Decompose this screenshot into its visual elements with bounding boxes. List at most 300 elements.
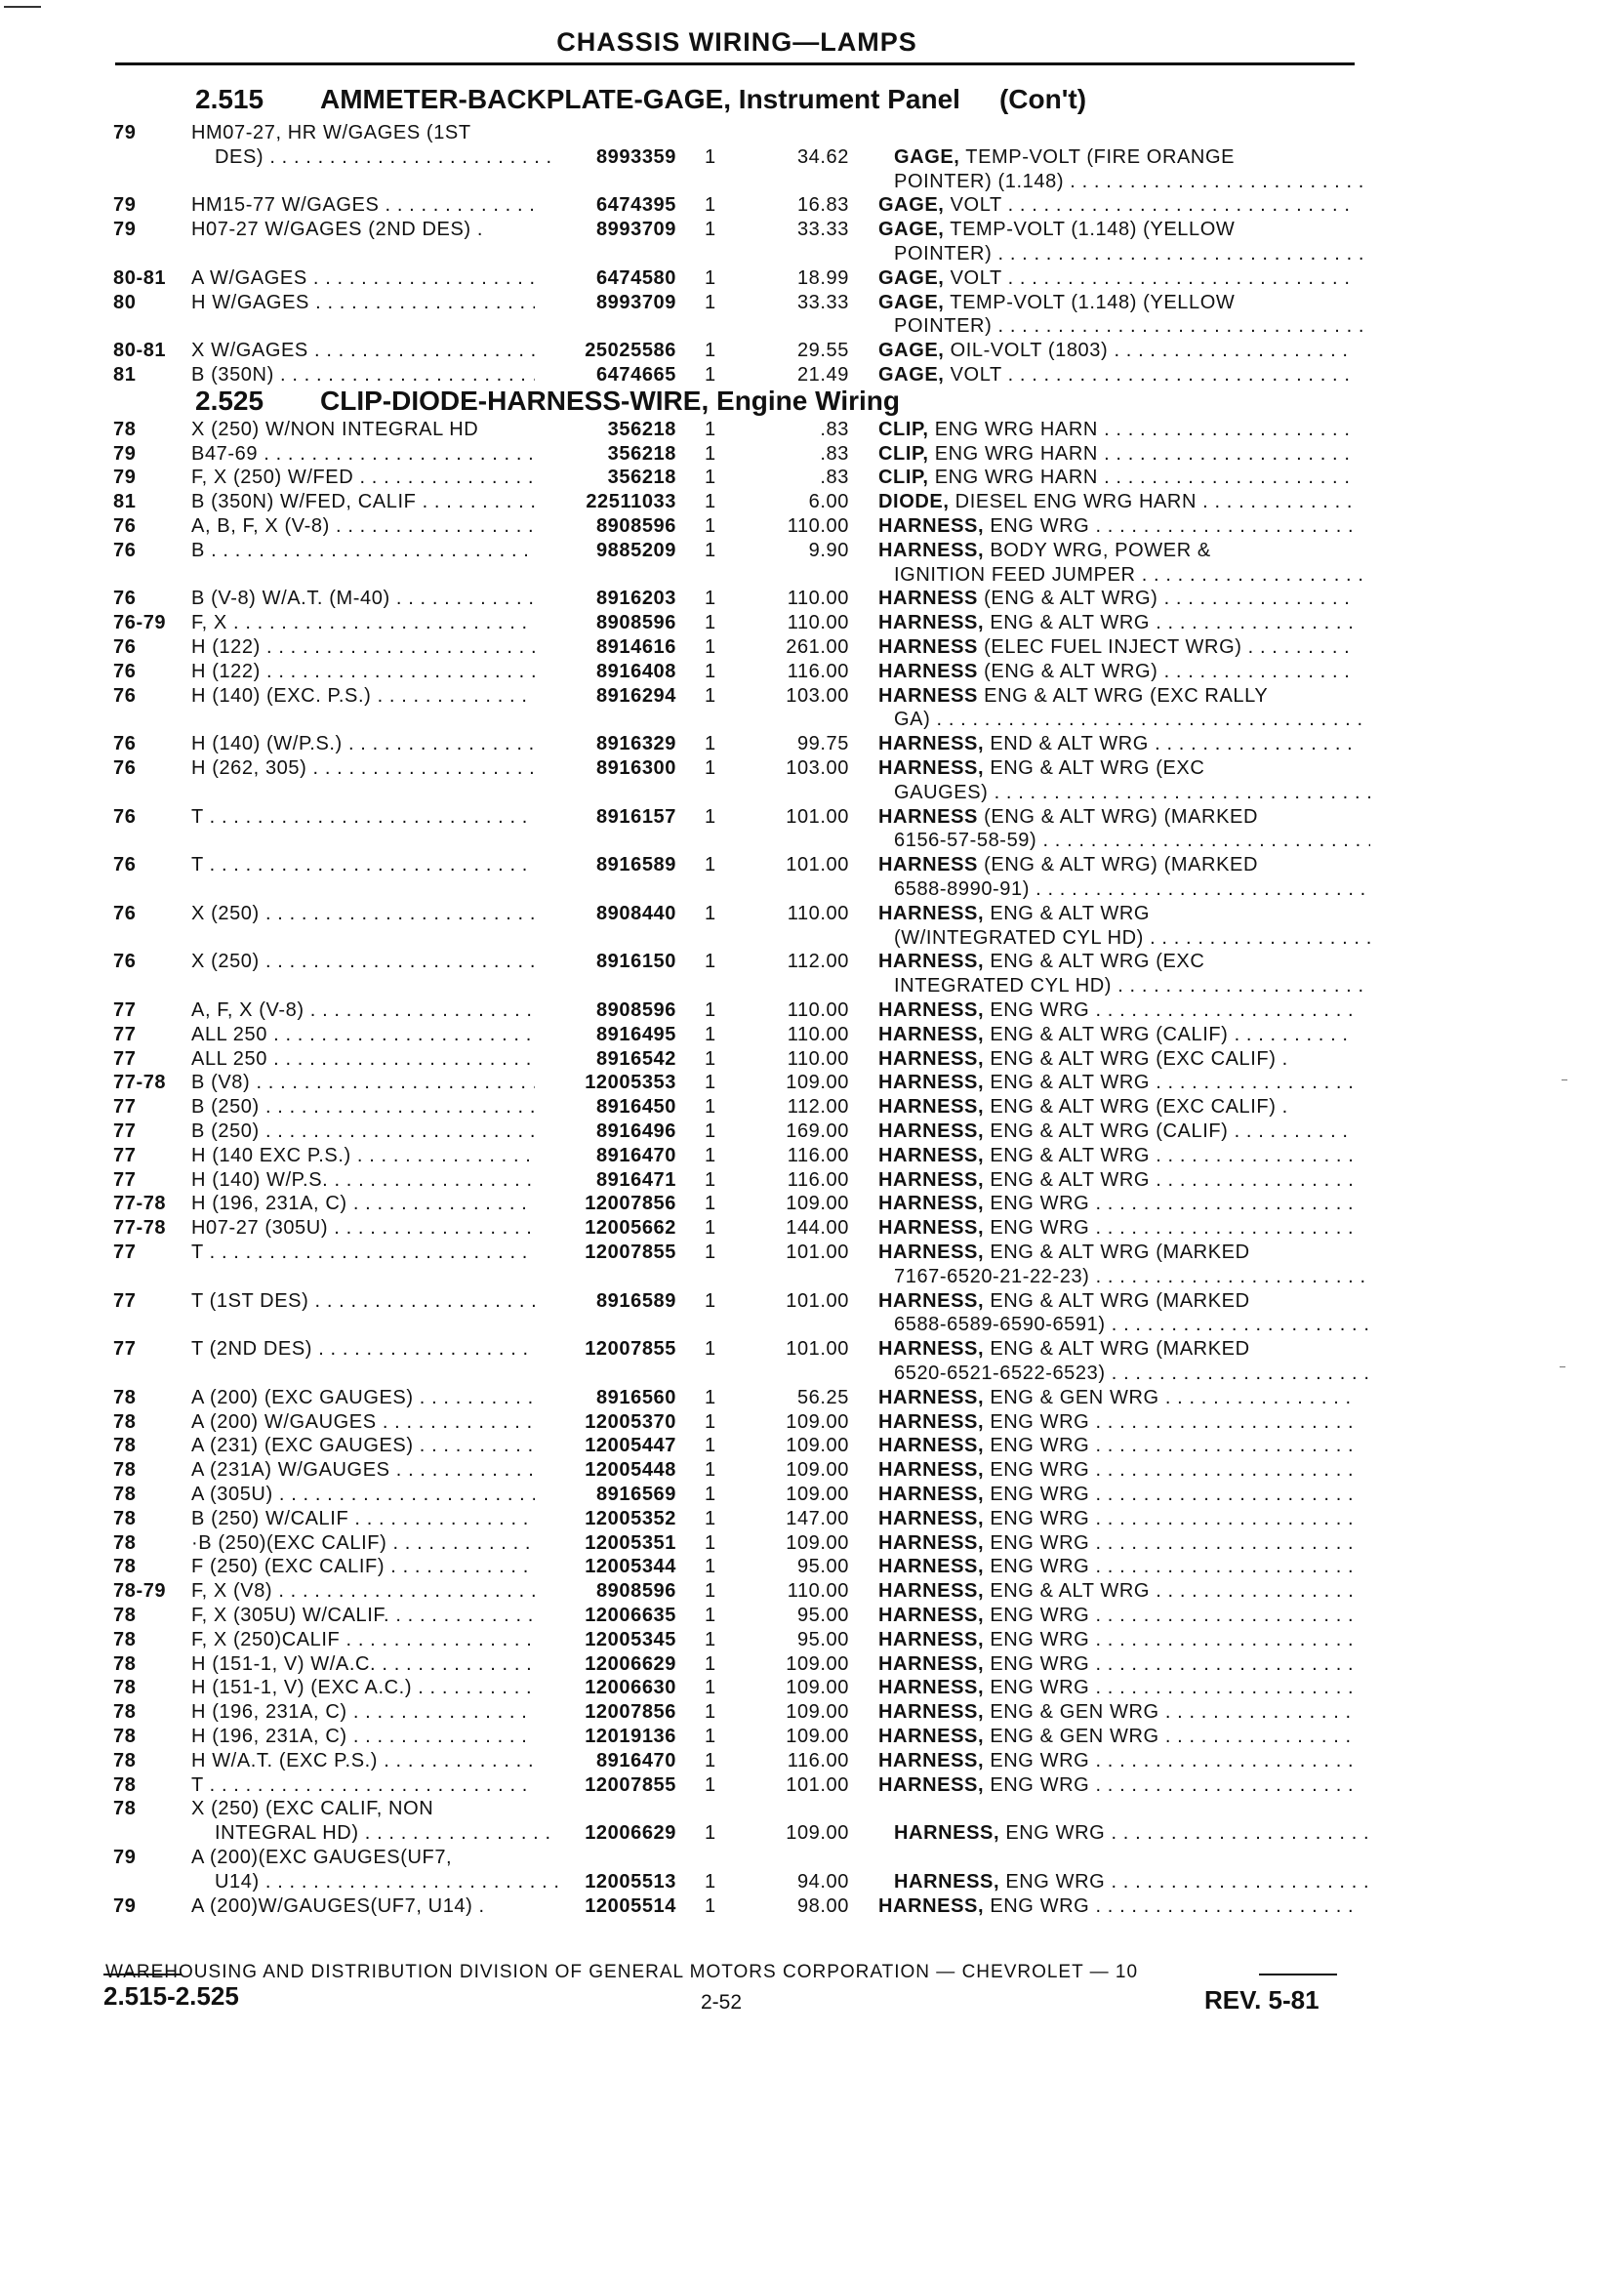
- model-year: 78: [113, 1798, 137, 1820]
- part-number: 8916203: [595, 588, 676, 610]
- model-description: H (122) . . .: [191, 635, 535, 660]
- part-name: [894, 829, 1370, 853]
- quantity: 1: [705, 364, 716, 386]
- model-year: 76: [113, 684, 137, 707]
- model-description: T (1ST DES) . . .: [191, 1289, 535, 1314]
- part-name-keyword: HARNESS,: [878, 515, 985, 537]
- quantity: 1: [705, 1870, 716, 1893]
- part-name: [878, 853, 1355, 877]
- part-name-keyword: HARNESS,: [878, 1410, 985, 1433]
- list-price: 112.00: [787, 951, 849, 973]
- part-name-keyword: HARNESS,: [878, 999, 985, 1021]
- list-price: 109.00: [786, 1677, 849, 1699]
- part-name-keyword: HARNESS,: [878, 1605, 985, 1626]
- part-name-detail: ENG WRG: [999, 1870, 1106, 1893]
- model-year: 78: [113, 1652, 137, 1675]
- model-year: 76: [113, 733, 137, 755]
- part-name-detail: TEMP-VOLT (FIRE ORANGE: [959, 145, 1236, 168]
- part-number: 6474580: [595, 266, 676, 289]
- part-name: [878, 1337, 1355, 1362]
- part-number: 12005370: [585, 1410, 676, 1433]
- part-name: [878, 635, 1355, 660]
- model-description: X (250) . . .: [191, 950, 535, 974]
- quantity: 1: [705, 1507, 716, 1529]
- model-year: 77: [113, 1047, 137, 1070]
- part-name-detail: IGNITION FEED JUMPER: [894, 563, 1136, 586]
- part-name: [878, 218, 1355, 242]
- quantity: 1: [705, 757, 716, 779]
- quantity: 1: [705, 1628, 716, 1650]
- model-year: 80: [113, 291, 137, 313]
- quantity: 1: [705, 1677, 716, 1699]
- part-name: [878, 291, 1355, 315]
- list-price: 33.33: [796, 291, 849, 313]
- part-name-detail: ENG & ALT WRG (CALIF): [984, 1120, 1229, 1142]
- part-number: 12005344: [585, 1556, 676, 1578]
- part-name-keyword: HARNESS,: [878, 1749, 985, 1771]
- quantity: 1: [705, 1749, 716, 1771]
- part-name: [894, 1265, 1370, 1289]
- part-name: [894, 314, 1370, 339]
- model-description: A, F, X (V-8) . . .: [191, 998, 535, 1023]
- model-year: 76-79: [113, 612, 167, 634]
- model-year: 77: [113, 1096, 137, 1119]
- part-name: [878, 1483, 1355, 1507]
- model-description: T . . .: [191, 853, 535, 877]
- part-number: 12005513: [585, 1870, 676, 1893]
- list-price: 110.00: [787, 1023, 849, 1045]
- part-name-keyword: HARNESS,: [878, 612, 985, 634]
- model-description: A (200)W/GAUGES(UF7, U14) .: [191, 1894, 485, 1917]
- part-number: 8916150: [595, 951, 676, 973]
- part-name-detail: ENG WRG: [984, 1652, 1090, 1675]
- model-year: 77: [113, 1338, 137, 1361]
- model-year: 76: [113, 854, 137, 876]
- footer-section-range: 2.515-2.525: [103, 1981, 239, 2011]
- list-price: 103.00: [786, 684, 849, 707]
- corner-mark: [4, 6, 41, 8]
- list-price: 147.00: [786, 1507, 849, 1529]
- part-name-keyword: HARNESS,: [878, 1072, 985, 1094]
- part-name-keyword: HARNESS,: [878, 1096, 985, 1119]
- model-year: 79: [113, 1847, 137, 1868]
- part-number: 12006629: [585, 1652, 676, 1675]
- quantity: 1: [705, 1338, 716, 1361]
- part-name-keyword: HARNESS,: [878, 1677, 985, 1699]
- part-name: [878, 1168, 1355, 1193]
- quantity: 1: [705, 1242, 716, 1263]
- part-name: [894, 170, 1370, 194]
- quantity: 1: [705, 1773, 716, 1796]
- part-name: [878, 539, 1355, 563]
- part-name-detail: ENG WRG: [984, 1556, 1090, 1578]
- model-year: 77: [113, 1242, 137, 1263]
- part-name: [878, 1434, 1355, 1458]
- list-price: 169.00: [786, 1120, 849, 1142]
- part-number: 8916470: [595, 1144, 676, 1166]
- part-name-detail: VOLT: [944, 266, 1002, 289]
- list-price: 144.00: [786, 1217, 849, 1240]
- part-name-detail: DIESEL ENG WRG HARN: [949, 491, 1198, 513]
- part-name-detail: (ENG & ALT WRG): [978, 660, 1158, 682]
- part-name: [878, 998, 1355, 1023]
- model-year: 78: [113, 1507, 137, 1529]
- model-year: 78: [113, 1749, 137, 1771]
- model-year: 76: [113, 805, 137, 828]
- part-name-keyword: HARNESS,: [878, 1726, 985, 1747]
- quantity: 1: [705, 1726, 716, 1747]
- part-name-detail: ENG & ALT WRG (EXC CALIF) .: [984, 1096, 1288, 1119]
- model-year: 79: [113, 122, 137, 143]
- part-name-keyword: HARNESS,: [878, 1652, 985, 1675]
- part-number: 356218: [607, 467, 676, 489]
- model-year: 78: [113, 1556, 137, 1578]
- part-name-detail: ENG & ALT WRG (MARKED: [984, 1338, 1250, 1361]
- model-year: 76: [113, 588, 137, 610]
- part-name-detail: (W/INTEGRATED CYL HD): [894, 926, 1144, 949]
- quantity: 1: [705, 733, 716, 755]
- model-description: F, X (250) W/FED . . .: [191, 466, 535, 490]
- part-name-detail: ENG & ALT WRG: [984, 1144, 1151, 1166]
- part-name-detail: ENG WRG: [984, 1677, 1090, 1699]
- list-price: 56.25: [796, 1386, 849, 1408]
- part-name: [894, 145, 1370, 170]
- part-name-detail: 7167-6520-21-22-23): [894, 1265, 1090, 1287]
- part-name-keyword: HARNESS,: [878, 1484, 985, 1505]
- part-number: 8993709: [595, 291, 676, 313]
- part-name: [894, 781, 1370, 805]
- list-price: 101.00: [786, 1289, 849, 1312]
- part-name-detail: ENG & ALT WRG: [984, 612, 1151, 634]
- part-name: [878, 1749, 1355, 1773]
- list-price: 109.00: [786, 1072, 849, 1094]
- model-description: A (305U) . . .: [191, 1483, 535, 1507]
- section-heading: [195, 84, 1086, 115]
- part-name: [878, 1604, 1355, 1628]
- part-name-detail: TEMP-VOLT (1.148) (YELLOW: [944, 219, 1236, 241]
- model-description: H (140) W/P.S. . . .: [191, 1168, 535, 1193]
- part-number: 6474665: [595, 364, 676, 386]
- quantity: 1: [705, 1072, 716, 1094]
- part-number: 12007855: [585, 1338, 676, 1361]
- quantity: 1: [705, 194, 716, 217]
- part-name: [894, 1821, 1370, 1846]
- quantity: 1: [705, 1435, 716, 1457]
- model-description: H W/A.T. (EXC P.S.) . . .: [191, 1749, 535, 1773]
- model-description: H (140) (EXC. P.S.) . . .: [191, 684, 535, 709]
- part-name: [878, 1047, 1355, 1072]
- part-number: 8916495: [595, 1023, 676, 1045]
- model-description: H (196, 231A, C) . . .: [191, 1700, 535, 1725]
- model-year: 79: [113, 194, 137, 217]
- part-name-detail: ENG WRG: [984, 1410, 1090, 1433]
- part-name-keyword: HARNESS,: [878, 1531, 985, 1554]
- model-description: B (V8) . . .: [191, 1071, 535, 1095]
- part-name: [878, 1071, 1355, 1095]
- part-name-detail: ENG WRG: [984, 1605, 1090, 1626]
- model-description: DES) . . .: [215, 145, 558, 170]
- model-description: A (200)(EXC GAUGES(UF7,: [191, 1847, 453, 1868]
- part-name-detail: ENG & ALT WRG (CALIF): [984, 1023, 1229, 1045]
- part-name-keyword: HARNESS: [878, 854, 978, 876]
- list-price: 99.75: [796, 733, 849, 755]
- part-name-detail: ENG WRG: [984, 1531, 1090, 1554]
- model-year: 77: [113, 1023, 137, 1045]
- part-name-keyword: HARNESS,: [878, 1120, 985, 1142]
- quantity: 1: [705, 1894, 716, 1917]
- part-name-keyword: GAGE,: [878, 291, 945, 313]
- part-name-keyword: HARNESS,: [878, 1580, 985, 1603]
- model-description: A (231) (EXC GAUGES) . . .: [191, 1434, 535, 1458]
- quantity: 1: [705, 805, 716, 828]
- part-name-keyword: HARNESS,: [878, 1144, 985, 1166]
- part-name-keyword: CLIP,: [878, 442, 929, 465]
- section-heading: [195, 386, 900, 417]
- list-price: 110.00: [787, 1047, 849, 1070]
- model-year: 78: [113, 1773, 137, 1796]
- part-name-detail: POINTER): [894, 243, 993, 265]
- model-description: B (350N) W/FED, CALIF . . .: [191, 490, 535, 514]
- part-name-detail: ENG WRG: [984, 515, 1090, 537]
- part-number: 12007856: [585, 1701, 676, 1724]
- list-price: .83: [820, 418, 849, 440]
- part-name: [894, 1313, 1370, 1337]
- model-year: 78: [113, 1605, 137, 1626]
- model-year: 78: [113, 1459, 137, 1482]
- part-name: [878, 611, 1355, 635]
- list-price: 98.00: [796, 1894, 849, 1917]
- part-name: [878, 1144, 1355, 1168]
- part-number: 12006630: [585, 1677, 676, 1699]
- part-name-detail: ENG WRG: [984, 1628, 1090, 1650]
- quantity: 1: [705, 1120, 716, 1142]
- part-name: [878, 1120, 1355, 1144]
- part-name-keyword: HARNESS,: [878, 1168, 985, 1191]
- model-year: 78: [113, 1410, 137, 1433]
- model-year: 77-78: [113, 1217, 167, 1240]
- part-name-detail: ENG WRG: [984, 1459, 1090, 1482]
- model-year: 78: [113, 1435, 137, 1457]
- part-name-keyword: HARNESS,: [878, 1289, 985, 1312]
- list-price: .83: [820, 442, 849, 465]
- part-name-detail: ENG & ALT WRG: [984, 1580, 1151, 1603]
- part-name: [878, 418, 1355, 442]
- quantity: 1: [705, 636, 716, 658]
- quantity: 1: [705, 660, 716, 682]
- part-name: [878, 339, 1355, 363]
- quantity: 1: [705, 854, 716, 876]
- model-description: F, X (305U) W/CALIF. . . .: [191, 1604, 535, 1628]
- part-name-keyword: GAGE,: [878, 194, 945, 217]
- part-name-keyword: HARNESS,: [894, 1870, 1000, 1893]
- model-description: B (250) W/CALIF . . .: [191, 1507, 535, 1531]
- quantity: 1: [705, 902, 716, 924]
- list-price: 101.00: [786, 854, 849, 876]
- model-year: 77-78: [113, 1072, 167, 1094]
- quantity: 1: [705, 1580, 716, 1603]
- model-year: 78: [113, 1726, 137, 1747]
- quantity: 1: [705, 612, 716, 634]
- model-description: HM07-27, HR W/GAGES (1ST: [191, 122, 471, 143]
- model-year: 77: [113, 1289, 137, 1312]
- part-name-keyword: HARNESS: [878, 805, 978, 828]
- model-description: H (196, 231A, C) . . .: [191, 1192, 535, 1216]
- part-name-keyword: GAGE,: [894, 145, 960, 168]
- list-price: 109.00: [786, 1193, 849, 1215]
- part-name-detail: ENG & ALT WRG: [984, 902, 1151, 924]
- title-rule: [115, 62, 1355, 65]
- part-number: 12005352: [585, 1507, 676, 1529]
- part-name: [894, 877, 1370, 902]
- part-name-keyword: HARNESS,: [878, 539, 985, 561]
- scan-speck: [1562, 1079, 1567, 1080]
- list-price: 95.00: [796, 1556, 849, 1578]
- part-name: [878, 732, 1355, 756]
- part-name-detail: ENG & ALT WRG (MARKED: [984, 1242, 1250, 1263]
- part-name-detail: ENG WRG: [984, 1484, 1090, 1505]
- quantity: 1: [705, 418, 716, 440]
- list-price: 112.00: [787, 1096, 849, 1119]
- model-year: 77-78: [113, 1193, 167, 1215]
- part-number: 22511033: [586, 491, 676, 513]
- model-description: B . . .: [191, 539, 535, 563]
- part-name: [878, 193, 1355, 218]
- part-number: 8908440: [595, 902, 676, 924]
- list-price: 9.90: [808, 539, 849, 561]
- model-description: H W/GAGES . . .: [191, 291, 535, 315]
- model-year: 76: [113, 951, 137, 973]
- section-subtitle: Instrument Panel: [731, 84, 960, 114]
- part-name-keyword: HARNESS,: [878, 1628, 985, 1650]
- list-price: 116.00: [787, 1749, 849, 1771]
- model-description: H (151-1, V) (EXC A.C.) . . .: [191, 1676, 535, 1700]
- part-number: 12006629: [585, 1822, 676, 1845]
- model-description: A, B, F, X (V-8) . . .: [191, 514, 535, 539]
- model-description: H (122) . . .: [191, 660, 535, 684]
- part-name-keyword: HARNESS,: [878, 1507, 985, 1529]
- part-name-detail: ENG WRG: [984, 1894, 1090, 1917]
- list-price: 116.00: [787, 1168, 849, 1191]
- model-description: H (196, 231A, C) . . .: [191, 1725, 535, 1749]
- part-name-detail: INTEGRATED CYL HD): [894, 975, 1113, 998]
- list-price: 110.00: [787, 1580, 849, 1603]
- part-name-keyword: CLIP,: [878, 418, 929, 440]
- part-name: [878, 1628, 1355, 1652]
- part-name-detail: ENG WRG: [984, 1507, 1090, 1529]
- part-name-detail: GA): [894, 709, 931, 731]
- model-description: ·B (250)(EXC CALIF) . . .: [191, 1531, 535, 1556]
- part-name-detail: (ENG & ALT WRG) (MARKED: [978, 805, 1259, 828]
- model-description: X (250) W/NON INTEGRAL HD: [191, 418, 479, 440]
- model-year: 77: [113, 999, 137, 1021]
- model-description: H (140 EXC P.S.) . . .: [191, 1144, 535, 1168]
- part-name-detail: ENG WRG: [984, 1773, 1090, 1796]
- list-price: 103.00: [786, 757, 849, 779]
- list-price: 16.83: [796, 194, 849, 217]
- quantity: 1: [705, 999, 716, 1021]
- part-name-detail: ENG WRG: [984, 999, 1090, 1021]
- part-name-detail: ENG & ALT WRG: [984, 1072, 1151, 1094]
- part-name: [878, 1289, 1355, 1314]
- list-price: 21.49: [796, 364, 849, 386]
- footer-revision: REV. 5-81: [1204, 1985, 1320, 2015]
- part-name-keyword: HARNESS: [878, 588, 978, 610]
- part-name-detail: ENG & GEN WRG: [984, 1386, 1159, 1408]
- part-name-keyword: HARNESS,: [878, 1217, 985, 1240]
- quantity: 1: [705, 1605, 716, 1626]
- part-name-keyword: HARNESS: [878, 636, 978, 658]
- part-name-keyword: HARNESS,: [878, 1459, 985, 1482]
- part-name: [878, 266, 1355, 291]
- model-description: U14) . . .: [215, 1870, 558, 1894]
- model-description: A (231A) W/GAUGES . . .: [191, 1458, 535, 1483]
- model-year: 79: [113, 442, 137, 465]
- footer-division: WAREHOUSING AND DISTRIBUTION DIVISION OF GENERAL MOTORS CORPORATION — CHEVROLET — 10: [105, 1962, 1139, 1982]
- quantity: 1: [705, 219, 716, 241]
- quantity: 1: [705, 1217, 716, 1240]
- quantity: 1: [705, 1701, 716, 1724]
- part-number: 356218: [607, 442, 676, 465]
- list-price: 101.00: [786, 1242, 849, 1263]
- part-name: [878, 756, 1355, 781]
- part-name-keyword: GAGE,: [878, 364, 945, 386]
- part-name-detail: 6588-6589-6590-6591): [894, 1314, 1106, 1336]
- quantity: 1: [705, 1023, 716, 1045]
- quantity: 1: [705, 1531, 716, 1554]
- list-price: 109.00: [786, 1410, 849, 1433]
- part-name: [878, 1894, 1355, 1919]
- list-price: 109.00: [786, 1484, 849, 1505]
- list-price: 29.55: [796, 340, 849, 362]
- part-name-keyword: HARNESS,: [878, 1242, 985, 1263]
- list-price: 109.00: [786, 1701, 849, 1724]
- part-name-keyword: HARNESS,: [878, 1193, 985, 1215]
- part-name-keyword: HARNESS,: [878, 733, 985, 755]
- part-name-keyword: GAGE,: [878, 219, 945, 241]
- model-year: 76: [113, 902, 137, 924]
- part-name: [878, 466, 1355, 490]
- model-year: 76: [113, 757, 137, 779]
- model-description: H07-27 W/GAGES (2ND DES) .: [191, 219, 483, 241]
- model-year: 77: [113, 1168, 137, 1191]
- quantity: 1: [705, 1459, 716, 1482]
- model-description: HM15-77 W/GAGES . . .: [191, 193, 535, 218]
- list-price: 18.99: [796, 266, 849, 289]
- model-year: 76: [113, 539, 137, 561]
- part-name-detail: TEMP-VOLT (1.148) (YELLOW: [944, 291, 1236, 313]
- model-description: T . . .: [191, 1773, 535, 1798]
- model-year: 78: [113, 1677, 137, 1699]
- model-year: 78: [113, 1484, 137, 1505]
- list-price: 101.00: [786, 805, 849, 828]
- list-price: 110.00: [787, 902, 849, 924]
- part-name-detail: ENG WRG: [984, 1217, 1090, 1240]
- model-description: A (200) W/GAUGES . . .: [191, 1410, 535, 1435]
- part-number: 12019136: [585, 1726, 676, 1747]
- quantity: 1: [705, 588, 716, 610]
- list-price: 6.00: [808, 491, 849, 513]
- model-year: 77: [113, 1144, 137, 1166]
- list-price: 110.00: [787, 588, 849, 610]
- quantity: 1: [705, 1168, 716, 1191]
- model-description: B (250) . . .: [191, 1120, 535, 1144]
- model-year: 78-79: [113, 1580, 167, 1603]
- list-price: 261.00: [786, 636, 849, 658]
- part-name-detail: ENG WRG: [984, 1435, 1090, 1457]
- quantity: 1: [705, 1193, 716, 1215]
- quantity: 1: [705, 1822, 716, 1845]
- quantity: 1: [705, 1484, 716, 1505]
